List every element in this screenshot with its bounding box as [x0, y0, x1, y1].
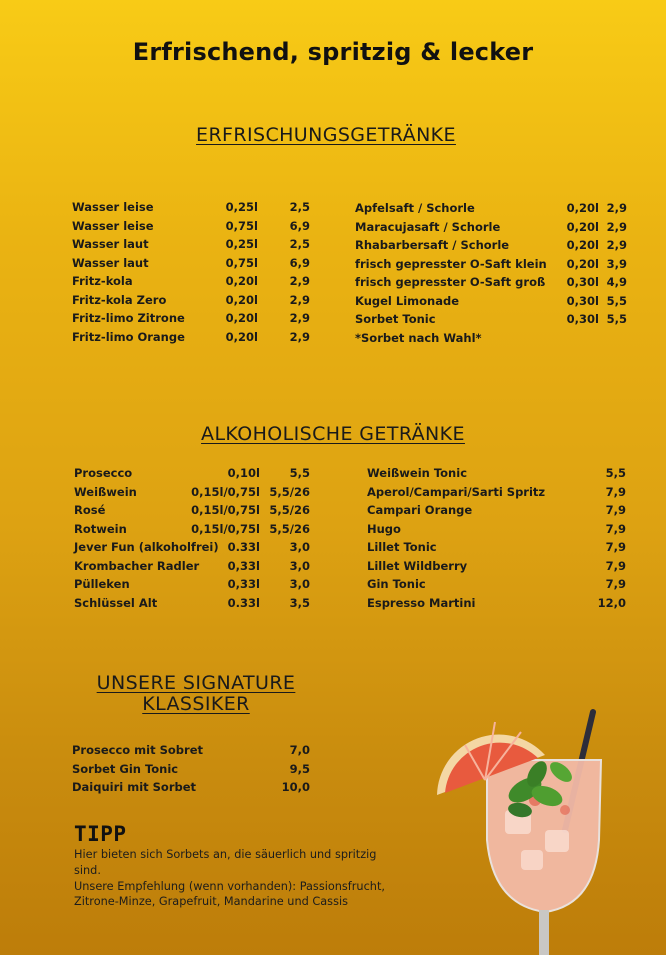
item-price: 7,9: [605, 540, 626, 554]
item-price: 5,5: [606, 312, 627, 326]
item-size: 0,75l: [225, 255, 258, 270]
menu-item: [72, 219, 310, 237]
menu-item: [74, 485, 310, 503]
signature-title-line1: UNSERE SIGNATURE: [96, 672, 296, 694]
item-price: 2,9: [289, 311, 310, 325]
menu-item: [355, 275, 627, 293]
menu-item: [74, 559, 310, 577]
item-size: 0,20l: [225, 292, 258, 307]
tipp-heading: TIPP: [74, 822, 127, 846]
item-price: 9,5: [289, 761, 310, 776]
menu-item: [72, 311, 310, 329]
item-size: 0.33l: [227, 540, 260, 554]
menu-item: [74, 522, 310, 540]
item-name: Espresso Martini: [367, 595, 476, 610]
item-size: 0,20l: [566, 256, 599, 271]
section-signature: [76, 673, 316, 715]
cocktail-glass-illustration: [425, 700, 625, 955]
item-name: Weißwein: [74, 484, 137, 499]
menu-item: [72, 274, 310, 292]
item-name: Wasser laut: [72, 237, 149, 251]
tipp-line-2: Unsere Empfehlung (wenn vorhanden): Passionsfrucht, Zitrone-Minze, Grapefruit, Mandarine und Cassis: [74, 879, 385, 909]
item-name: Kugel Limonade: [355, 293, 460, 308]
item-price: 5,5/26: [269, 503, 310, 517]
item-name: frisch gepresster O-Saft groß: [355, 275, 546, 289]
menu-item: [367, 522, 626, 540]
menu-item: [72, 256, 310, 274]
section-erfrischungsgetraenke: ERFRISCHUNGSGETRÄNKE: [196, 124, 456, 146]
item-price: 5,5/26: [269, 521, 310, 536]
item-price: 2,9: [606, 238, 627, 252]
menu-item: [355, 201, 627, 219]
menu-item: [74, 596, 310, 614]
item-price: 6,9: [289, 255, 310, 270]
item-price: 10,0: [281, 780, 310, 794]
item-price: 7,0: [289, 743, 310, 757]
item-price: 3,5: [289, 595, 310, 610]
menu-item: [367, 596, 626, 614]
menu-item: [355, 294, 627, 312]
item-price: 2,9: [289, 329, 310, 344]
item-name: Krombacher Radler: [74, 558, 200, 573]
item-price: 2,5: [289, 200, 310, 214]
item-name: Rosé: [74, 503, 106, 517]
menu-item: [72, 293, 310, 311]
menu-item: [367, 503, 626, 521]
item-price: 5,5: [289, 466, 310, 480]
tipp-line-1: Hier bieten sich Sorbets an, die säuerlich und spritzig sind.: [74, 848, 377, 877]
item-size: 0,25l: [225, 237, 258, 251]
signature-title-line2: KLASSIKER: [142, 693, 250, 715]
menu-item: [367, 577, 626, 595]
item-name: Rhabarbersaft / Schorle: [355, 238, 510, 252]
item-price: 2,9: [289, 292, 310, 307]
item-name: Weißwein Tonic: [367, 466, 468, 480]
item-size: 0,15l/0,75l: [191, 503, 260, 517]
item-name: Jever Fun (alkoholfrei): [74, 540, 219, 554]
menu-item: [74, 503, 310, 521]
item-price: 5,5: [605, 466, 626, 480]
page-title: Erfrischend, spritzig & lecker: [132, 38, 534, 66]
item-price: 7,9: [605, 521, 626, 536]
item-size: 0,25l: [225, 200, 258, 214]
item-name: Pülleken: [74, 577, 130, 591]
item-name: Sorbet Gin Tonic: [72, 761, 179, 776]
item-price: 6,9: [289, 218, 310, 233]
item-name: Lillet Tonic: [367, 540, 437, 554]
menu-item: [72, 200, 310, 218]
item-price: 3,9: [606, 256, 627, 271]
item-name: Maracujasaft / Schorle: [355, 219, 501, 234]
menu-item: [72, 237, 310, 255]
menu-item: [74, 540, 310, 558]
item-price: 12,0: [597, 595, 626, 610]
menu-item: [355, 331, 627, 349]
item-name: *Sorbet nach Wahl*: [355, 330, 482, 345]
menu-item: [355, 238, 627, 256]
menu-item: [367, 540, 626, 558]
menu-item: [72, 780, 310, 798]
item-name: frisch gepresster O-Saft klein: [355, 256, 547, 271]
item-name: Daiquiri mit Sorbet: [72, 780, 197, 794]
item-name: Gin Tonic: [367, 577, 426, 591]
item-size: 0,33l: [227, 558, 260, 573]
item-size: 0,30l: [566, 275, 599, 289]
item-size: 0,20l: [566, 238, 599, 252]
item-size: 0,20l: [225, 329, 258, 344]
section-alkoholische-getraenke: ALKOHOLISCHE GETRÄNKE: [201, 423, 465, 445]
item-price: 3,0: [289, 577, 310, 591]
menu-item: [74, 466, 310, 484]
item-price: 4,9: [606, 275, 627, 289]
item-size: 0,20l: [225, 311, 258, 325]
item-size: 0,20l: [566, 219, 599, 234]
item-price: 2,9: [606, 219, 627, 234]
menu-item: [355, 257, 627, 275]
item-name: Rotwein: [74, 521, 127, 536]
item-price: 5,5/26: [269, 484, 310, 499]
item-name: Campari Orange: [367, 503, 473, 517]
menu-item: [74, 577, 310, 595]
item-name: Fritz-kola Zero: [72, 292, 167, 307]
item-name: Apfelsaft / Schorle: [355, 201, 475, 215]
item-name: Fritz-kola: [72, 274, 133, 288]
item-name: Fritz-limo Orange: [72, 329, 185, 344]
item-size: 0,15l/0,75l: [191, 484, 260, 499]
menu-item: [355, 312, 627, 330]
menu-item: [367, 485, 626, 503]
item-price: 3,0: [289, 540, 310, 554]
tipp-text: [74, 847, 404, 910]
item-price: 2,9: [289, 274, 310, 288]
item-name: Wasser leise: [72, 200, 154, 214]
menu-item: [367, 559, 626, 577]
item-price: 7,9: [605, 577, 626, 591]
item-size: 0,30l: [566, 293, 599, 308]
item-size: 0.33l: [227, 595, 260, 610]
item-price: 3,0: [289, 558, 310, 573]
item-name: Prosecco mit Sobret: [72, 743, 203, 757]
menu-item: [355, 220, 627, 238]
item-price: 7,9: [605, 558, 626, 573]
item-name: Fritz-limo Zitrone: [72, 311, 185, 325]
item-name: Wasser leise: [72, 218, 154, 233]
menu-item: [72, 330, 310, 348]
item-price: 7,9: [605, 484, 626, 499]
menu-item: [72, 762, 310, 780]
item-name: Lillet Wildberry: [367, 558, 468, 573]
item-size: 0,20l: [225, 274, 258, 288]
item-name: Wasser laut: [72, 255, 149, 270]
item-name: Sorbet Tonic: [355, 312, 436, 326]
item-name: Aperol/Campari/Sarti Spritz: [367, 484, 546, 499]
menu-item: [367, 466, 626, 484]
item-size: 0,15l/0,75l: [191, 521, 260, 536]
item-price: 7,9: [605, 503, 626, 517]
menu-item: [72, 743, 310, 761]
item-name: Prosecco: [74, 466, 133, 480]
item-size: 0,30l: [566, 312, 599, 326]
item-price: 5,5: [606, 293, 627, 308]
item-name: Schlüssel Alt: [74, 595, 158, 610]
item-name: Hugo: [367, 521, 401, 536]
item-size: 0,75l: [225, 218, 258, 233]
item-size: 0,10l: [227, 466, 260, 480]
item-price: 2,9: [606, 201, 627, 215]
item-price: 2,5: [289, 237, 310, 251]
item-size: 0,33l: [227, 577, 260, 591]
item-size: 0,20l: [566, 201, 599, 215]
